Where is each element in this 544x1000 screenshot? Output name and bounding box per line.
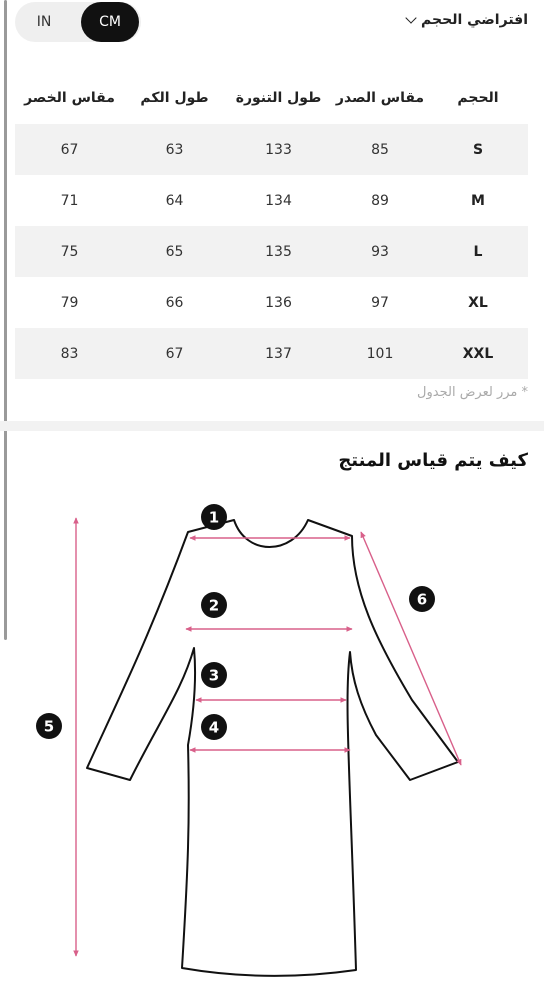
waist-cell: 67 bbox=[60, 141, 79, 158]
default-size-label: افتراضي الحجم bbox=[421, 12, 528, 28]
table-row bbox=[15, 175, 528, 226]
header-skirt-length: طول التنورة bbox=[235, 90, 322, 106]
unit-in-button[interactable]: IN bbox=[36, 14, 52, 30]
table-row bbox=[15, 124, 528, 175]
svg-text:5: 5 bbox=[43, 717, 55, 736]
sleeve-length-cell: 65 bbox=[165, 243, 184, 260]
svg-text:1: 1 bbox=[208, 508, 220, 527]
svg-text:4: 4 bbox=[208, 718, 220, 737]
bust-cell: 93 bbox=[371, 243, 389, 260]
bust-cell: 101 bbox=[366, 345, 394, 362]
svg-text:3: 3 bbox=[208, 666, 220, 685]
svg-text:2: 2 bbox=[208, 596, 220, 615]
waist-cell: 71 bbox=[60, 192, 79, 209]
sleeve-length-cell: 63 bbox=[165, 141, 184, 158]
unit-toggle bbox=[15, 2, 141, 42]
dress-measurement-diagram bbox=[0, 490, 544, 1000]
default-size-dropdown[interactable] bbox=[407, 12, 528, 28]
header-sleeve-length: طول الكم bbox=[140, 90, 209, 106]
table-row bbox=[15, 328, 528, 379]
bust-cell: 89 bbox=[371, 192, 389, 209]
skirt-length-cell: 137 bbox=[265, 345, 292, 362]
size-cell: S bbox=[472, 141, 484, 158]
marker-3 bbox=[201, 662, 227, 688]
sleeve-length-cell: 66 bbox=[165, 294, 184, 311]
header-waist: مقاس الخصر bbox=[24, 90, 115, 106]
skirt-length-cell: 135 bbox=[265, 243, 292, 260]
dress-outline bbox=[87, 520, 458, 976]
skirt-length-cell: 134 bbox=[265, 192, 292, 209]
marker-2 bbox=[201, 592, 227, 618]
table-header-row bbox=[15, 72, 528, 124]
waist-cell: 79 bbox=[60, 294, 79, 311]
marker-5 bbox=[36, 713, 62, 739]
size-cell: XXL bbox=[462, 345, 494, 362]
size-cell: M bbox=[471, 192, 485, 209]
unit-cm-button[interactable]: CM bbox=[81, 2, 139, 42]
scroll-hint: * مرر لعرض الجدول bbox=[417, 385, 528, 400]
section-divider bbox=[0, 421, 544, 431]
marker-6 bbox=[409, 586, 435, 612]
marker-4 bbox=[201, 714, 227, 740]
size-table bbox=[15, 72, 528, 379]
bust-cell: 97 bbox=[371, 294, 389, 311]
bust-cell: 85 bbox=[371, 141, 389, 158]
measure-section-title: كيف يتم قياس المنتج bbox=[338, 450, 528, 471]
skirt-length-cell: 133 bbox=[265, 141, 292, 158]
sleeve-length-cell: 64 bbox=[165, 192, 184, 209]
size-toolbar bbox=[0, 0, 544, 46]
sleeve-length-cell: 67 bbox=[165, 345, 184, 362]
size-cell: L bbox=[473, 243, 483, 260]
chevron-down-icon bbox=[405, 12, 416, 23]
table-row bbox=[15, 277, 528, 328]
header-bust: مقاس الصدر bbox=[335, 90, 425, 106]
size-cell: XL bbox=[468, 294, 488, 311]
skirt-length-cell: 136 bbox=[265, 294, 292, 311]
table-row bbox=[15, 226, 528, 277]
svg-text:6: 6 bbox=[416, 590, 428, 609]
header-size: الحجم bbox=[457, 90, 499, 106]
waist-cell: 75 bbox=[60, 243, 79, 260]
waist-cell: 83 bbox=[60, 345, 79, 362]
marker-1 bbox=[201, 504, 227, 530]
